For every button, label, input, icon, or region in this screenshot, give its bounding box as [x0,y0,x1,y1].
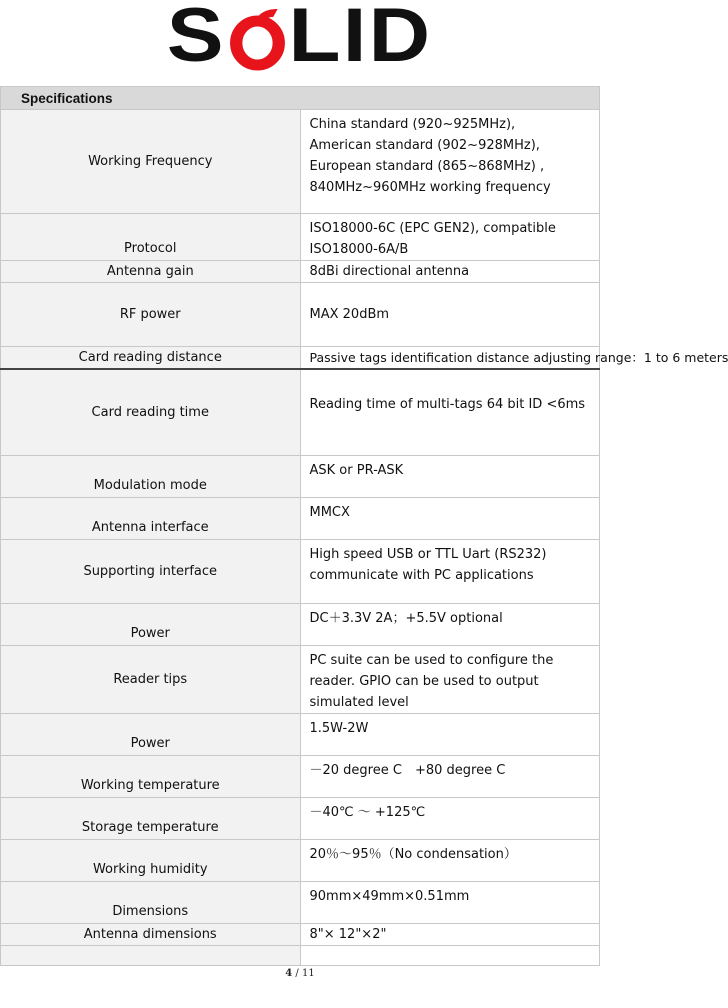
table-row [1,881,600,923]
row-value [300,945,600,965]
row-value: High speed USB or TTL Uart (RS232) communicate with PC applications [300,539,600,603]
row-label: Working Frequency [1,110,301,214]
value-line: China standard (920~925MHz), [309,117,516,132]
row-value: PC suite can be used to configure the reader. GPIO can be used to output simulated level [300,645,600,713]
row-value: 8"× 12"×2" [300,923,600,945]
table-row [1,110,600,214]
table-row [1,603,600,645]
table-row-empty [1,945,600,965]
row-value: Reading time of multi-tags 64 bit ID <6ms [300,369,600,455]
row-value: 90mm×49mm×0.51mm [300,881,600,923]
logo-letter-s: S [167,0,227,78]
table-row [1,283,600,347]
table-row [1,347,600,370]
row-value: 8dBi directional antenna [300,261,600,283]
row-value: －40℃ ～ +125℃ [300,797,600,839]
row-value: －20 degree C +80 degree C [300,755,600,797]
table-row [1,923,600,945]
row-label: Modulation mode [1,455,301,497]
value-line: European standard (865~868MHz) , 840MHz~960MHz working frequency [309,159,551,195]
row-label: Antenna interface [1,497,301,539]
table-row [1,539,600,603]
row-label: Card reading distance [1,347,301,370]
page-separator: / [292,968,302,979]
row-label: Supporting interface [1,539,301,603]
row-label: Antenna gain [1,261,301,283]
table-row [1,713,600,755]
table-row [1,369,600,455]
table-row [1,645,600,713]
specifications-heading: Specifications [1,87,600,110]
row-label: Working humidity [1,839,301,881]
row-label: Protocol [1,214,301,261]
row-value: 1.5W-2W [300,713,600,755]
row-label: Storage temperature [1,797,301,839]
row-label: Card reading time [1,369,301,455]
company-logo [0,0,600,78]
logo-wordmark [167,0,433,78]
table-row [1,214,600,261]
row-value: DC＋3.3V 2A；+5.5V optional [300,603,600,645]
table-row [1,261,600,283]
row-label: Power [1,713,301,755]
table-row [1,755,600,797]
logo-letters-lid: LID [288,0,433,78]
table-row [1,797,600,839]
page-number [0,968,600,979]
row-label: Reader tips [1,645,301,713]
row-label: RF power [1,283,301,347]
specifications-table [0,86,728,966]
row-value: MAX 20dBm [300,283,600,347]
value-line: American standard (902~928MHz), [309,138,540,153]
table-row [1,455,600,497]
row-label: Power [1,603,301,645]
page-current: 4 [285,968,293,979]
logo-red-o-icon [231,6,285,68]
row-label: Dimensions [1,881,301,923]
row-value: 20％～95％（No condensation） [300,839,600,881]
table-row [1,839,600,881]
table-header-row [1,87,600,110]
row-value: ISO18000-6C (EPC GEN2), compatible ISO18000-6A/B [300,214,600,261]
row-value: ASK or PR-ASK [300,455,600,497]
row-label: Antenna dimensions [1,923,301,945]
row-label: Working temperature [1,755,301,797]
row-value: MMCX [300,497,600,539]
page-total: 11 [301,968,315,979]
table-row [1,497,600,539]
row-value [300,110,600,214]
row-label [1,945,301,965]
row-value: Passive tags identification distance adjusting range：1 to 6 meters [300,347,600,370]
